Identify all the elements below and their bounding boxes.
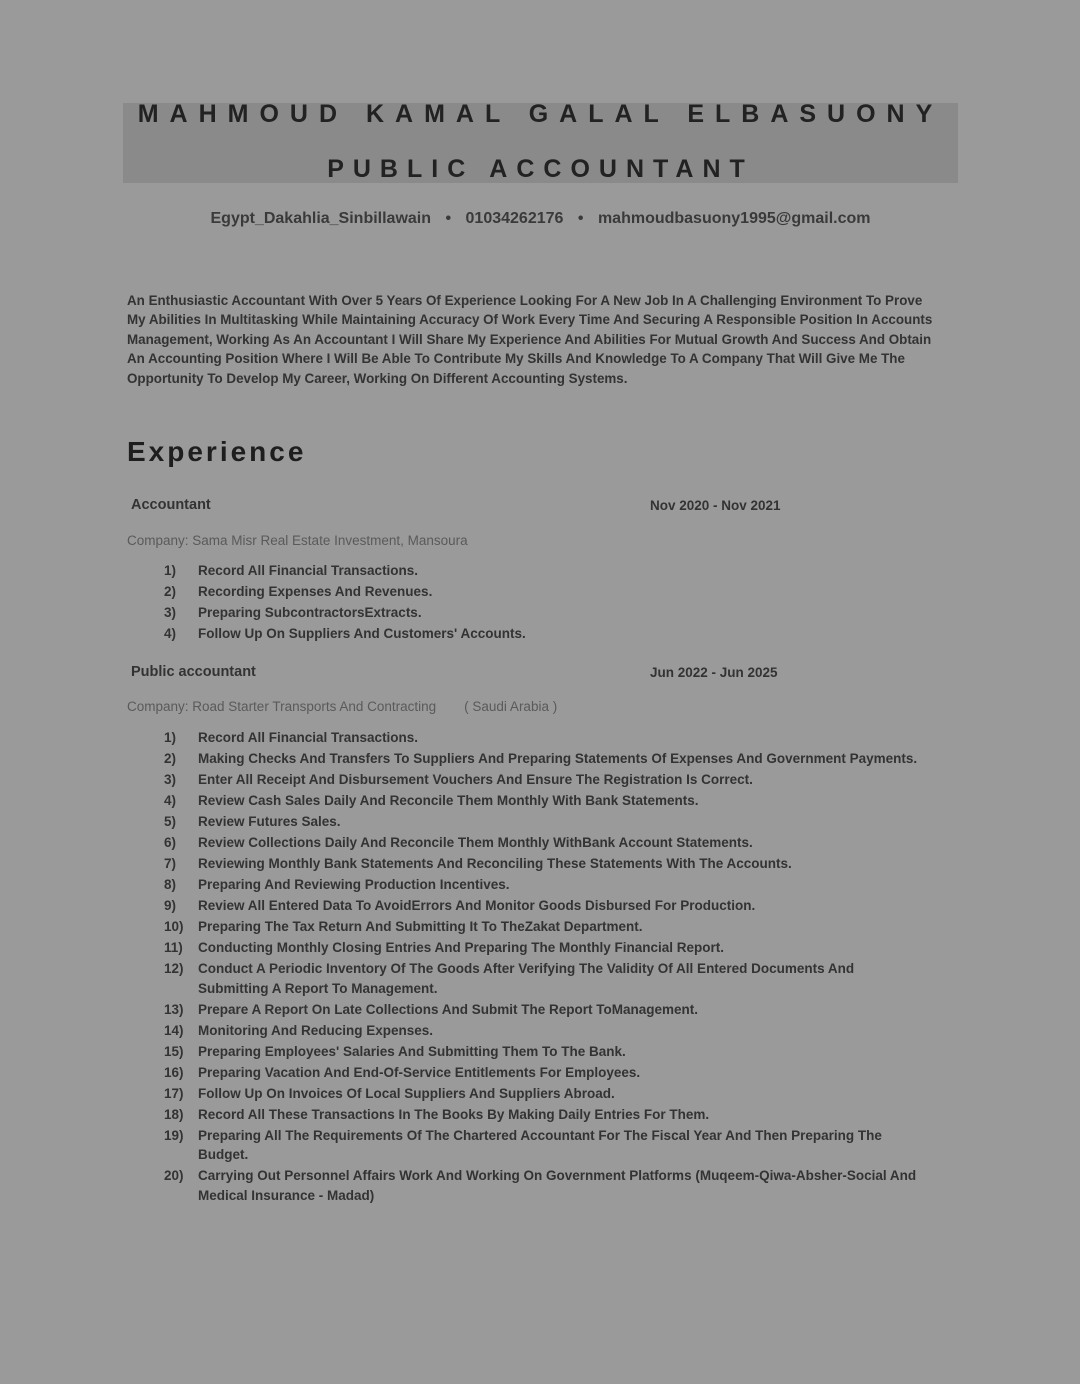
duty-item: 4) Follow Up On Suppliers And Customers' Accounts. [164,626,526,641]
duty-item: 7) Reviewing Monthly Bank Statements And Reconciling These Statements With The Accounts. [164,856,792,871]
experience-heading: Experience [127,436,307,467]
duty-item: 15) Preparing Employees' Salaries And Submitting Them To The Bank. [164,1043,626,1059]
contact-line [123,210,958,228]
duty-item: 17) Follow Up On Invoices Of Local Suppliers And Suppliers Abroad. [164,1085,615,1101]
candidate-name: MAHMOUD KAMAL GALAL ELBASUONY [137,100,944,128]
duties-list [164,728,924,1207]
contact-location: Egypt_Dakahlia_Sinbillawain [210,210,432,227]
duty-item: 2) Making Checks And Transfers To Suppliers And Preparing Statements Of Expenses And Government Payments. [164,751,918,766]
job-company [127,699,557,714]
company-name: Company: Sama Misr Real Estate Investment, Mansoura [127,533,468,548]
duty-item: 3) Preparing SubcontractorsExtracts. [164,605,422,620]
contact-separator: • [445,210,452,227]
duty-item: 8) Preparing And Reviewing Production Incentives. [164,877,510,892]
job-title: Public accountant [131,664,256,680]
duty-item: 10) Preparing The Tax Return And Submitting It To TheZakat Department. [164,919,643,934]
duty-item: 5) Review Futures Sales. [164,814,341,829]
duty-item: 1) Record All Financial Transactions. [164,730,419,745]
candidate-role: PUBLIC ACCOUNTANT [327,155,754,183]
job-dates: Nov 2020 - Nov 2021 [650,498,781,513]
duty-item: 20) Carrying Out Personnel Affairs Work And Working On Government Platforms (Muqeem-Qiwa-Absher-Social And Medical Insurance - Madad) [164,1168,917,1203]
job-title: Accountant [131,497,211,513]
duty-item: 19) Preparing All The Requirements Of The Chartered Accountant For The Fiscal Year And Then Preparing The Budget. [164,1127,882,1162]
duty-item: 11) Conducting Monthly Closing Entries And Preparing The Monthly Financial Report. [164,940,725,955]
duty-item: 16) Preparing Vacation And End-Of-Service Entitlements For Employees. [164,1064,641,1080]
duty-item: 4) Review Cash Sales Daily And Reconcile Them Monthly With Bank Statements. [164,793,699,808]
duty-item: 9) Review All Entered Data To AvoidErrors And Monitor Goods Disbursed For Production. [164,898,756,913]
duty-item: 18) Record All These Transactions In The Books By Making Daily Entries For Them. [164,1106,710,1122]
contact-email: mahmoudbasuony1995@gmail.com [597,210,871,227]
contact-phone: 01034262176 [465,210,564,227]
profile-summary: An Enthusiastic Accountant With Over 5 Years Of Experience Looking For A New Job In A Challenging Environment To Prove My Abilities In Multitasking While Maintaining Accuracy Of Work Every Time And Securing A Responsible Position In Accounts Management, Working As An Accountant I Will Share My Experience And Abilities For Mutual Growth And Success And Obtain An Accounting Position Where I Will Be Able To Contribute My Skills And Knowledge To A Company That Will Give Me The Opportunity To Develop My Career, Working On Different Accounting Systems. [127,293,933,386]
duty-item: 2) Recording Expenses And Revenues. [164,584,433,599]
duty-item: 14) Monitoring And Reducing Expenses. [164,1022,434,1038]
company-country: ( Saudi Arabia ) [464,699,558,714]
duty-item: 12) Conduct A Periodic Inventory Of The Goods After Verifying The Validity Of All Entered Documents And Submitting A Report To Management. [164,961,855,996]
duty-item: 1) Record All Financial Transactions. [164,563,419,578]
duty-item: 3) Enter All Receipt And Disbursement Vouchers And Ensure The Registration Is Correct. [164,772,753,787]
duties-list [164,561,924,645]
duty-item: 13) Prepare A Report On Late Collections And Submit The Report ToManagement. [164,1001,699,1017]
job-dates: Jun 2022 - Jun 2025 [650,665,778,680]
job-company [127,533,468,548]
company-name: Company: Road Starter Transports And Contracting [127,699,437,714]
contact-separator: • [577,210,584,227]
duty-item: 6) Review Collections Daily And Reconcile Them Monthly WithBank Account Statements. [164,835,753,850]
